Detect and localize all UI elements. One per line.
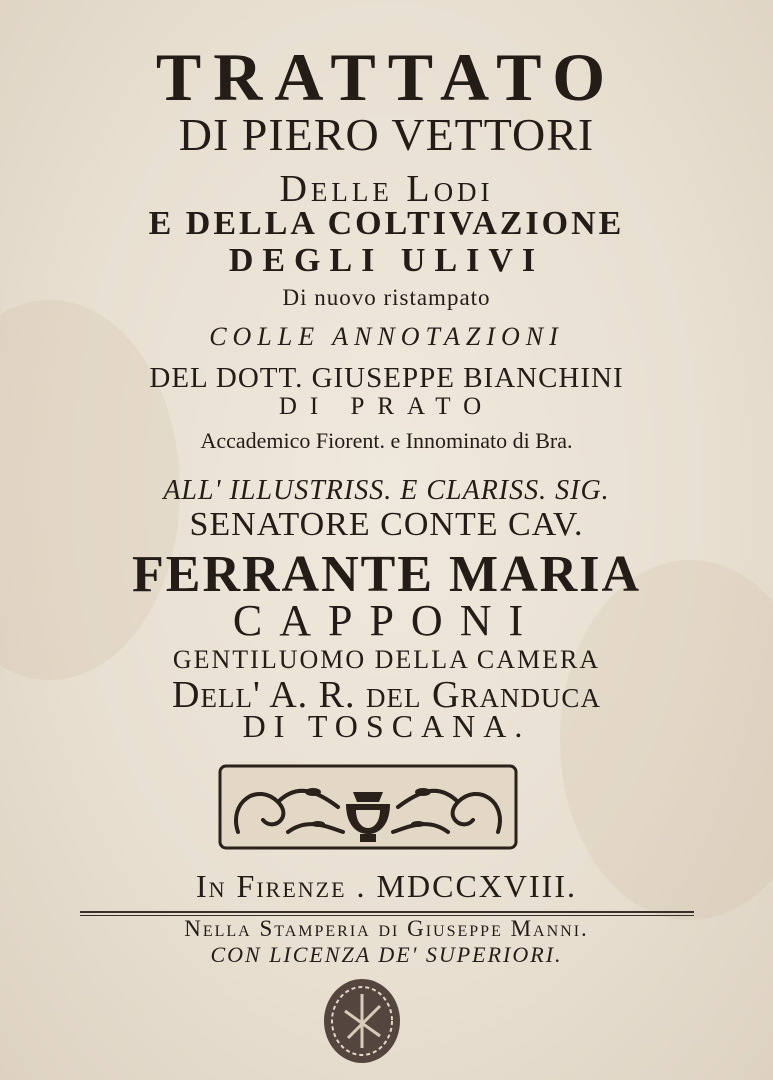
reprint-line: Di nuovo ristampato xyxy=(282,285,491,310)
subject-line-ulivi: DEGLI ULIVI xyxy=(228,242,545,279)
dedicatee-name-line: FERRANTE MARIA xyxy=(132,546,641,603)
imprint-license: CON LICENZA DE' SUPERIORI. xyxy=(210,942,563,967)
dedicatee-title-line: SENATORE CONTE CAV. xyxy=(189,506,584,543)
imprint-printer: Nella Stamperia di Giuseppe Manni. xyxy=(184,916,589,941)
title-line-trattato: TRATTATO xyxy=(155,39,618,115)
woodcut-urn-ornament-icon xyxy=(218,762,518,852)
grand-duke-line: Dell' A. R. del Granduca xyxy=(172,674,601,716)
author-line: DI PIERO VETTORI xyxy=(178,109,595,160)
dedicatee-surname-line: CAPPONI xyxy=(232,596,541,645)
dedication-line: ALL' ILLUSTRISS. E CLARISS. SIG. xyxy=(163,475,610,506)
imprint-place-date: In Firenze . MDCCXVIII. xyxy=(196,868,577,904)
subject-line-coltivazione: E DELLA COLTIVAZIONE xyxy=(148,205,625,242)
annotator-origin-line: DI PRATO xyxy=(278,393,495,420)
annotations-line: COLLE ANNOTAZIONI xyxy=(209,322,564,351)
imprint-rule xyxy=(80,911,694,913)
academy-line: Accademico Fiorent. e Innominato di Bra. xyxy=(200,428,573,453)
office-line: GENTILUOMO DELLA CAMERA xyxy=(172,645,601,674)
library-seal-stamp-icon xyxy=(320,976,404,1066)
annotator-line: DEL DOTT. GIUSEPPE BIANCHINI xyxy=(149,362,624,394)
subject-line-lodi: Delle Lodi xyxy=(279,168,494,210)
tuscany-line: DI TOSCANA. xyxy=(242,708,531,744)
